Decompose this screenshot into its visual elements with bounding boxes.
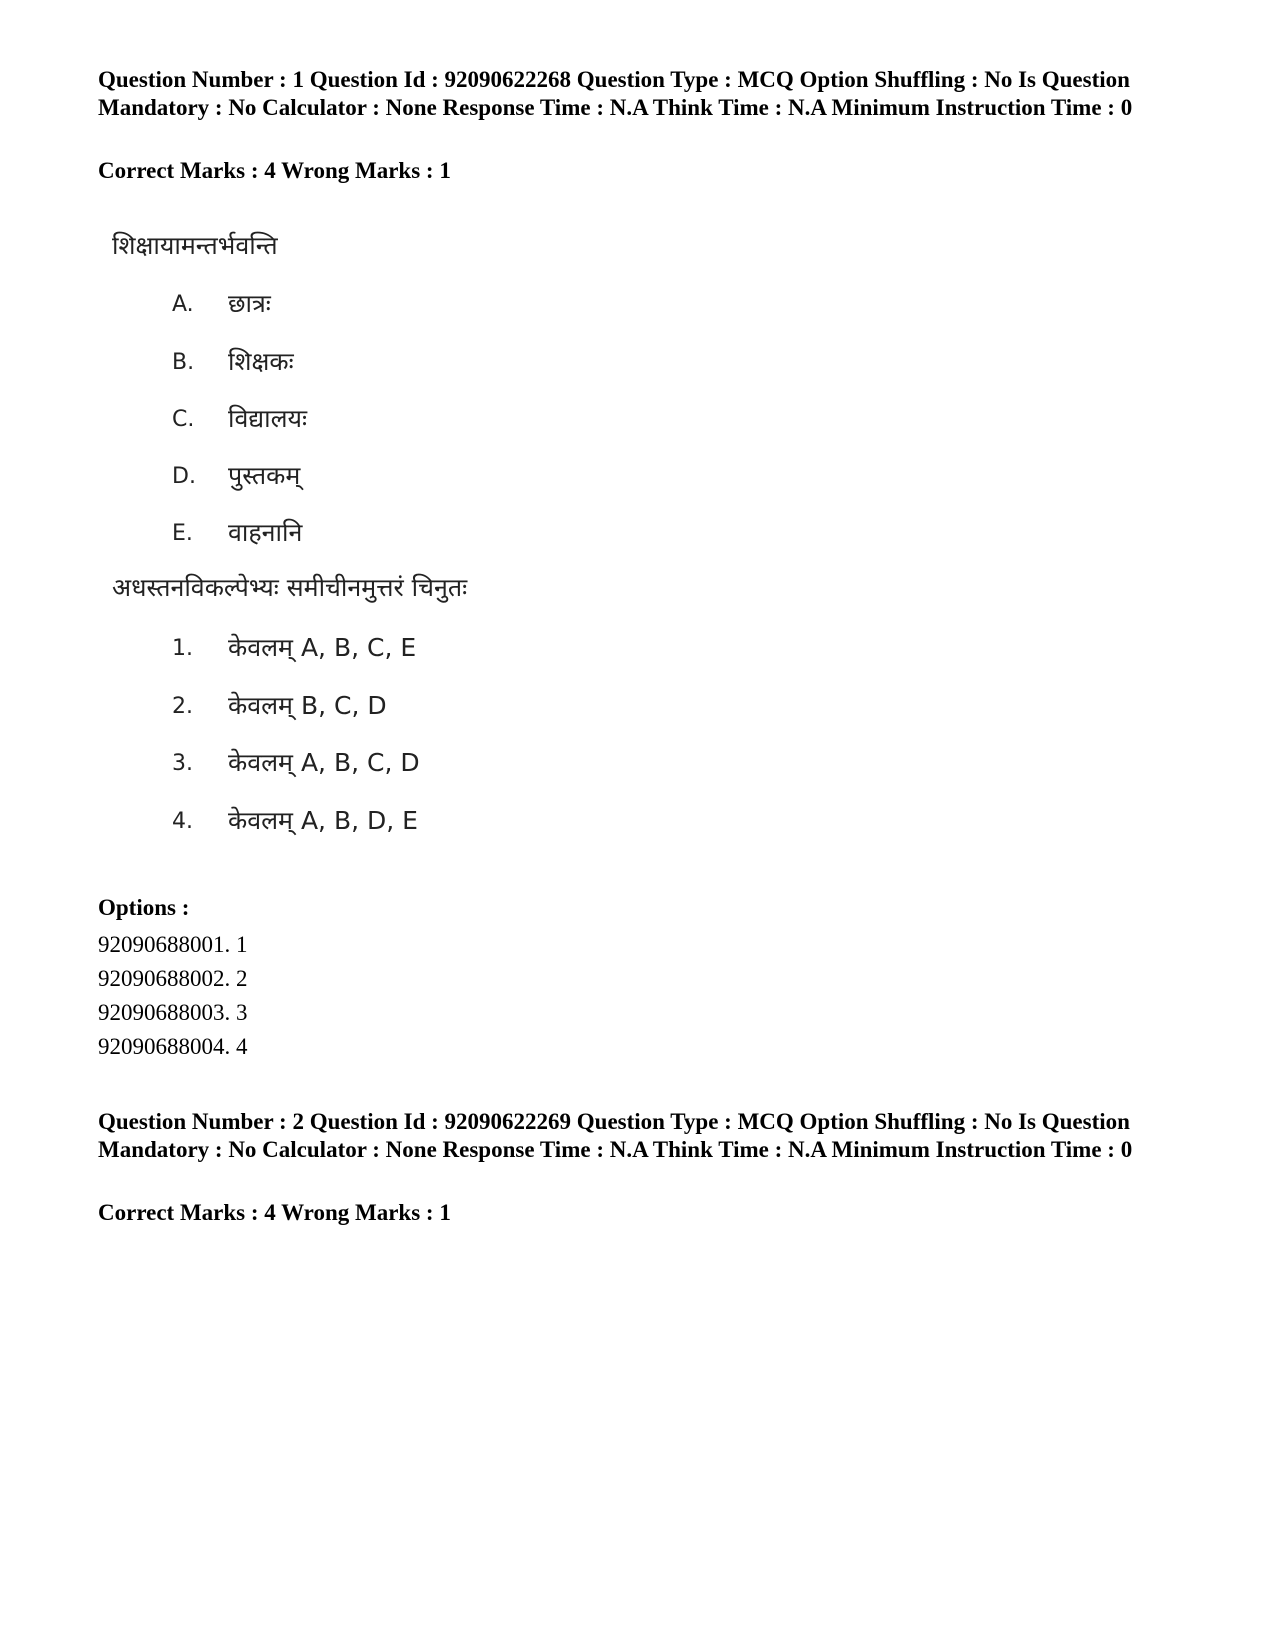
choice-text: केवलम् A, B, D, E: [228, 806, 418, 835]
statement-label: B.: [172, 350, 195, 375]
statement-label: A.: [172, 292, 194, 317]
question-stem: शिक्षायामन्तर्भवन्ति: [112, 231, 278, 260]
options-list: [98, 928, 248, 1064]
choice-label: 2.: [172, 694, 193, 719]
choice-label: 3.: [172, 751, 193, 776]
statement-text: विद्यालयः: [228, 404, 308, 433]
choice-text: केवलम् A, B, C, D: [228, 748, 420, 777]
statement-label: D.: [172, 464, 196, 489]
statement-label: E.: [172, 521, 193, 546]
choice-label: 4.: [172, 809, 193, 834]
question-instruction: अधस्तनविकल्पेभ्यः समीचीनमुत्तरं चिनुतः: [112, 573, 468, 602]
statement-label: C.: [172, 407, 195, 432]
choice-label: 1.: [172, 636, 193, 661]
question-2-meta: Question Number : 2 Question Id : 92090622269 Question Type : MCQ Option Shuffling : No Is Question Mandatory : No Calculator : None Response Time : N.A Think Time : N.A Minimum Instruction Time : 0: [98, 1109, 1133, 1162]
statement-text: पुस्तकम्: [228, 461, 301, 490]
options-title: Options :: [98, 895, 190, 920]
question-1-marks: Correct Marks : 4 Wrong Marks : 1: [98, 158, 451, 183]
option-item: 92090688002. 2: [98, 966, 248, 991]
question-2-marks: Correct Marks : 4 Wrong Marks : 1: [98, 1200, 451, 1225]
question-1-meta: Question Number : 1 Question Id : 92090622268 Question Type : MCQ Option Shuffling : No Is Question Mandatory : No Calculator : None Response Time : N.A Think Time : N.A Minimum Instruction Time : 0: [98, 67, 1133, 120]
question-1-body: [98, 214, 618, 854]
option-item: 92090688001. 1: [98, 932, 248, 957]
statement-text: शिक्षकः: [228, 347, 294, 376]
option-item: 92090688003. 3: [98, 1000, 248, 1025]
statement-text: छात्रः: [228, 289, 271, 318]
choice-text: केवलम् B, C, D: [228, 691, 387, 720]
option-item: 92090688004. 4: [98, 1034, 248, 1059]
statement-text: वाहनानि: [228, 518, 303, 547]
choice-text: केवलम् A, B, C, E: [228, 633, 417, 662]
